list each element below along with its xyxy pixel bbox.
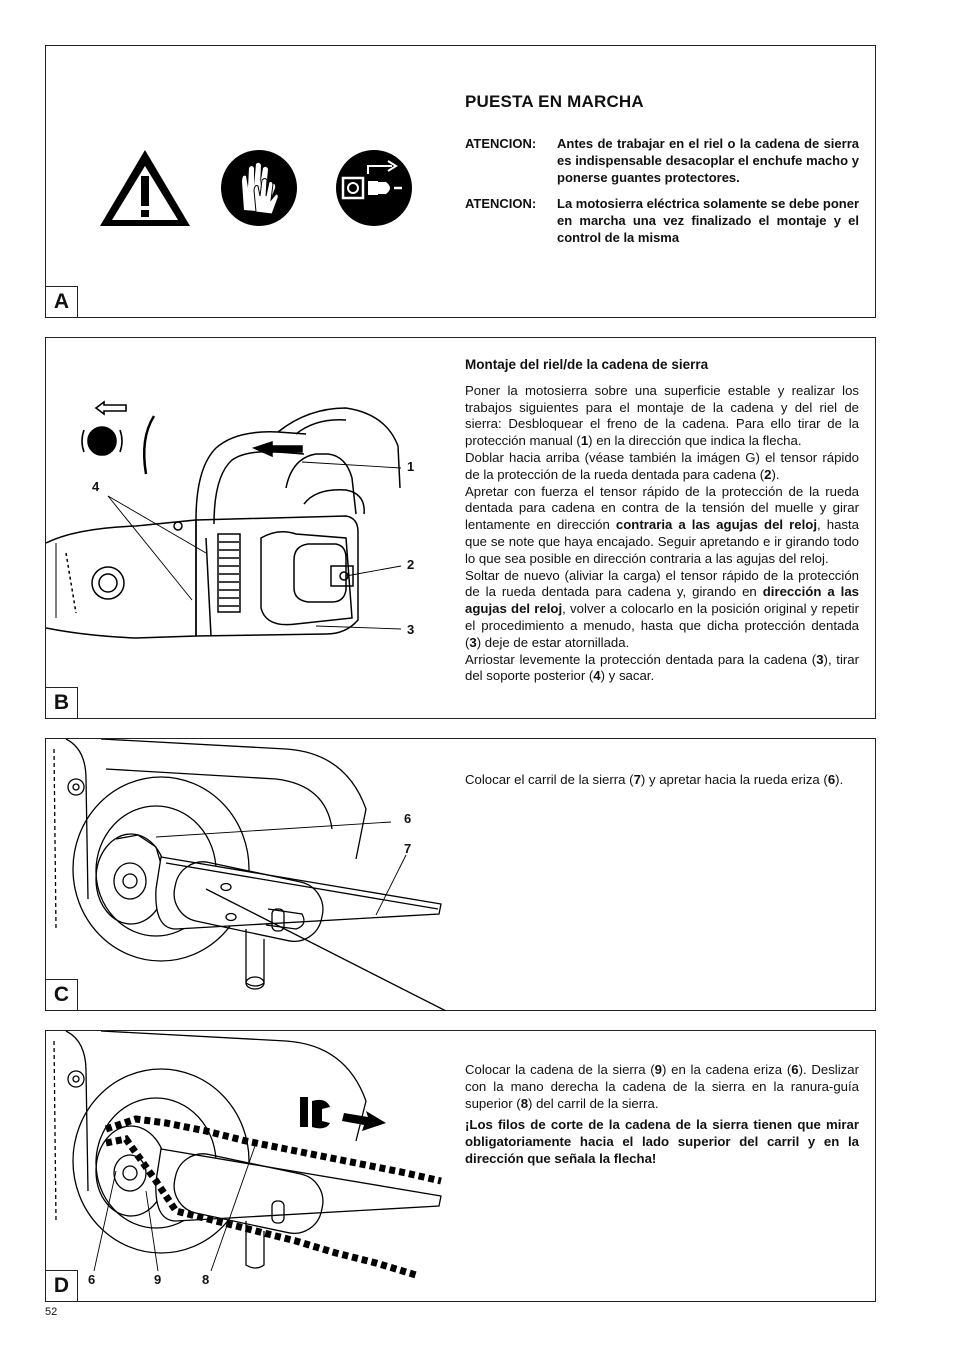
callout-6: 6 <box>88 1272 96 1287</box>
ref-number: 3 <box>469 634 477 650</box>
paragraph <box>465 383 859 450</box>
callout-8: 8 <box>202 1272 210 1287</box>
panel-c <box>45 738 876 1011</box>
leader-lines <box>108 462 401 629</box>
paragraph <box>465 484 859 568</box>
chain-mounting-illustration <box>46 1031 446 1281</box>
panel-a <box>45 45 876 318</box>
ref-number: 4 <box>593 668 601 684</box>
ref-number: 6 <box>827 772 836 787</box>
panel-d <box>45 1030 876 1302</box>
paragraph <box>465 568 859 652</box>
panel-label: C <box>46 979 78 1010</box>
section-title: PUESTA EN MARCHA <box>465 92 644 111</box>
warning-text: Antes de trabajar en el riel o la cadena de sierra es indispensable desacoplar el enchufe macho y ponerse guantes protectores. <box>557 135 859 185</box>
text: Apretar con fuerza el tensor rápido de la protección de la rueda dentada para cadena en contra de la tensión del muelle y girar lentamente en dirección <box>465 483 859 533</box>
warning-text: La motosierra eléctrica solamente se debe poner en marcha una vez finalizado el montaje y el control de la misma <box>557 195 860 245</box>
warning-key: ATENCION: <box>465 195 537 211</box>
text: Soltar de nuevo (aliviar la carga) el tensor rápido de la protección de la rueda dentada para cadena y, girando en <box>465 567 859 600</box>
warning-key: ATENCION: <box>465 135 537 151</box>
text: ) deje de estar atornillada. <box>476 634 630 650</box>
page-number: 52 <box>45 1306 58 1318</box>
unplug-icon <box>336 150 412 226</box>
text: Poner la motosierra sobre una superficie estable y realizar los trabajos siguientes para el montaje de la cadena y del riel de sierra: Desbloquear el freno de la cadena. Para ello tirar de la protección manual ( <box>465 382 859 449</box>
bold-paragraph: ¡Los filos de corte de la cadena de la sierra tienen que mirar obligatoriamente hacia el lado superior del carril y en la dirección que señala la flecha! <box>465 1117 859 1166</box>
panel-c-text <box>465 772 859 789</box>
ref-number: 3 <box>816 651 824 667</box>
ref-number: 9 <box>654 1062 662 1077</box>
text: ), tirar del soporte posterior ( <box>465 651 859 684</box>
warning-triangle-icon <box>100 150 190 226</box>
panel-b <box>45 337 876 719</box>
callout-2: 2 <box>407 557 415 572</box>
chain-brake-illustration <box>46 338 446 688</box>
text: , volver a colocarlo en la posición original y repetir el procedimiento a menudo, hasta que dicha protección dentada ( <box>465 601 859 650</box>
ref-number: 2 <box>764 466 772 482</box>
ref-number: 1 <box>580 433 589 449</box>
text: ) y sacar. <box>600 668 655 684</box>
text: ). <box>771 466 780 482</box>
panel-b-text <box>465 357 859 685</box>
text: Colocar la cadena de la sierra ( <box>465 1062 655 1077</box>
paragraph <box>465 772 859 789</box>
callout-6: 6 <box>404 811 412 826</box>
panel-a-text <box>465 94 859 246</box>
warning-1 <box>465 135 859 186</box>
text: ). <box>835 772 844 787</box>
panel-label: D <box>46 1270 78 1301</box>
gloves-icon <box>221 150 297 226</box>
bold-text: contraria a las agujas del reloj <box>615 517 817 533</box>
paragraph <box>465 652 859 686</box>
paragraph <box>465 1062 859 1112</box>
callout-7: 7 <box>404 841 412 856</box>
callout-9: 9 <box>154 1272 162 1287</box>
callout-3: 3 <box>407 622 415 637</box>
text: Doblar hacia arriba (véase también la imágen G) el tensor rápido de la protección de la rueda dentada para cadena ( <box>465 449 859 482</box>
bold-text: dirección a las agujas del reloj <box>465 584 860 617</box>
guide-bar-illustration <box>46 739 446 1011</box>
callout-4: 4 <box>92 479 100 494</box>
ref-number: 6 <box>791 1062 799 1077</box>
text: Arriostar levemente la protección dentada para la cadena ( <box>465 651 817 667</box>
text: ). Deslizar con la mano derecha la cadena de la sierra en la ranura-guía superior ( <box>465 1062 859 1111</box>
panel-label: A <box>46 286 78 317</box>
ref-number: 7 <box>633 772 641 787</box>
paragraph <box>465 450 859 484</box>
text: Colocar el carril de la sierra ( <box>465 772 634 787</box>
rotate-arrow-icon <box>82 402 154 474</box>
text: ) en la dirección que indica la flecha. <box>588 433 802 449</box>
text: ) en la cadena eriza ( <box>662 1062 792 1077</box>
text: ) del carril de la sierra. <box>528 1095 659 1111</box>
section-heading: Montaje del riel/de la cadena de sierra <box>465 357 709 372</box>
panel-label: B <box>46 687 78 718</box>
text: ) y apretar hacia la rueda eriza ( <box>640 772 828 787</box>
text: , hasta que se note que haya encajado. Seguir apretando e ir girando todo lo que sea posible en dirección contraria a las agujas del reloj. <box>465 517 859 566</box>
safety-icons <box>96 146 416 230</box>
warning-2 <box>465 195 859 246</box>
callout-1: 1 <box>407 459 415 474</box>
chain-direction-icon <box>300 1097 386 1131</box>
panel-d-text <box>465 1062 859 1168</box>
ref-number: 8 <box>520 1095 529 1111</box>
